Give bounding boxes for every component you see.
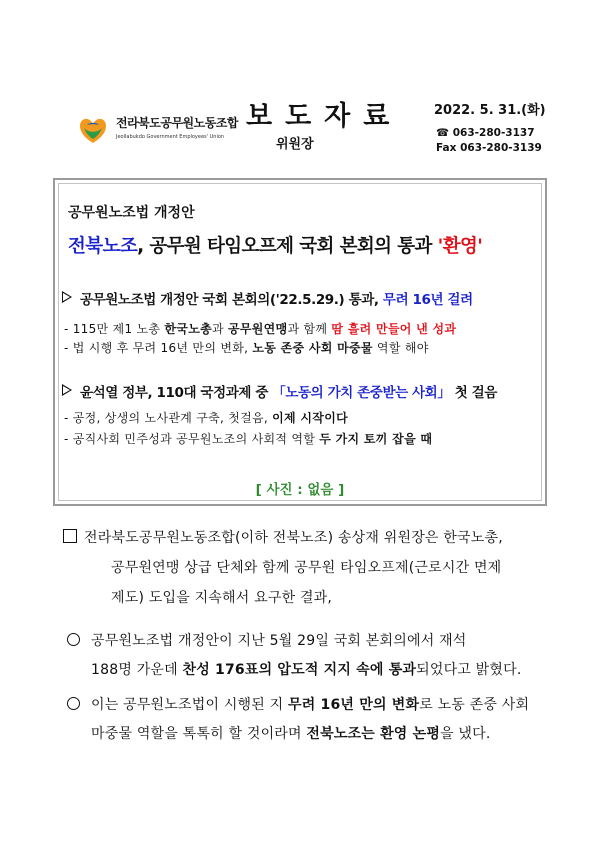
body-text: 로 노동 존중 사회: [419, 697, 530, 713]
point2-title: [80, 381, 497, 401]
release-date: 2022. 5. 31.(화): [434, 103, 546, 118]
detail-text: 과 함께: [287, 322, 332, 336]
triangle-bullet-icon: [62, 291, 72, 303]
fax-number: 063-280-3139: [460, 142, 542, 154]
body-para1-line1: 전라북도공무원노동조합(이하 전북노조) 송상재 위원장은 한국노총,: [84, 530, 503, 546]
page-subtitle: 위원장: [276, 137, 314, 152]
phone-number: 063-280-3137: [452, 127, 535, 139]
body-para3-line1: [91, 694, 529, 714]
detail-text: - 법 시행 후 무려 16년 만의 변화,: [64, 341, 253, 355]
headline-welcome: '환영': [437, 236, 483, 257]
fax-label: Fax: [436, 142, 457, 154]
point1-detail-1: [64, 320, 456, 337]
body-para2-line2: [91, 659, 522, 679]
detail-bold: 한국노총: [164, 322, 212, 336]
point2-emphasis: 「노동의 가치 존중받는 사회」: [272, 385, 451, 401]
point1-text: 공무원노조법 개정안 국회 본회의('22.5.29.) 통과,: [80, 292, 383, 308]
body-bold: 전북노조는 환영 논평: [306, 726, 441, 742]
org-name-korean: 전라북도공무원노동조합: [116, 116, 239, 130]
circle-bullet-icon: [67, 697, 80, 710]
detail-text: - 공직사회 민주성과 공무원노조의 사회적 역할: [64, 432, 320, 446]
square-bullet-icon: [63, 529, 77, 543]
page-title: 보도자료: [246, 101, 403, 132]
point1-emphasis: 무려 16년 걸려: [382, 292, 473, 308]
detail-text: - 공정, 상생의 노사관계 구축, 첫걸음,: [64, 411, 273, 425]
detail-red: 땀 흘려 만들어 낸 성과: [331, 322, 457, 336]
detail-bold: 이제 시작이다: [272, 411, 348, 425]
body-text: 이는 공무원노조법이 시행된 지: [91, 697, 289, 713]
detail-bold: 공무원연맹: [228, 322, 288, 336]
org-name-english: Jeollabukdo Government Employees' Union: [116, 134, 225, 140]
phone-icon: ☎: [436, 127, 450, 139]
detail-text: - 115만 제1 노총: [64, 322, 165, 336]
headline-union: 전북노조: [68, 236, 138, 257]
body-para1-line3: 제도) 도입을 지속해서 요구한 결과,: [111, 590, 333, 606]
point2-detail-1: [64, 409, 348, 426]
body-para3-line2: [91, 723, 491, 743]
body-para2-line1: 공무원노조법 개정안이 지난 5월 29일 국회 본회의에서 재석: [91, 633, 467, 649]
summary-subheading: 공무원노조법 개정안: [68, 205, 195, 221]
body-text: 되었다고 밝혔다.: [416, 662, 522, 678]
triangle-bullet-icon: [62, 384, 72, 396]
point1-detail-2: [64, 339, 429, 356]
point1-title: [80, 288, 473, 308]
photo-note: [ 사진 : 없음 ]: [255, 482, 345, 498]
point2-text: 윤석열 정부, 110대 국정과제 중: [80, 385, 273, 401]
circle-bullet-icon: [67, 633, 80, 646]
body-bold: 찬성 176표의 압도적 지지 속에 통과: [182, 662, 417, 678]
detail-bold: 노동 존중 사회 마중물: [252, 341, 373, 355]
point2-text: 첫 걸음: [450, 385, 497, 401]
body-bold: 무려 16년 만의 변화: [288, 697, 420, 713]
union-logo-icon: [76, 112, 110, 146]
summary-headline: [68, 232, 482, 258]
detail-text: 과: [211, 322, 228, 336]
body-text: 188명 가운데: [91, 662, 183, 678]
contact-phone: [436, 127, 535, 139]
body-text: 마중물 역할을 톡톡히 할 것이라며: [91, 726, 307, 742]
detail-bold: 두 가지 토끼 잡을 때: [319, 432, 433, 446]
body-text: 을 냈다.: [440, 726, 491, 742]
point2-detail-2: [64, 430, 432, 447]
body-para1-line2: 공무원연맹 상급 단체와 함께 공무원 타임오프제(근로시간 면제: [111, 560, 502, 576]
contact-fax: [436, 142, 542, 154]
detail-text: 역할 해야: [372, 341, 429, 355]
headline-text: , 공무원 타임오프제 국회 본회의 통과: [137, 236, 438, 257]
